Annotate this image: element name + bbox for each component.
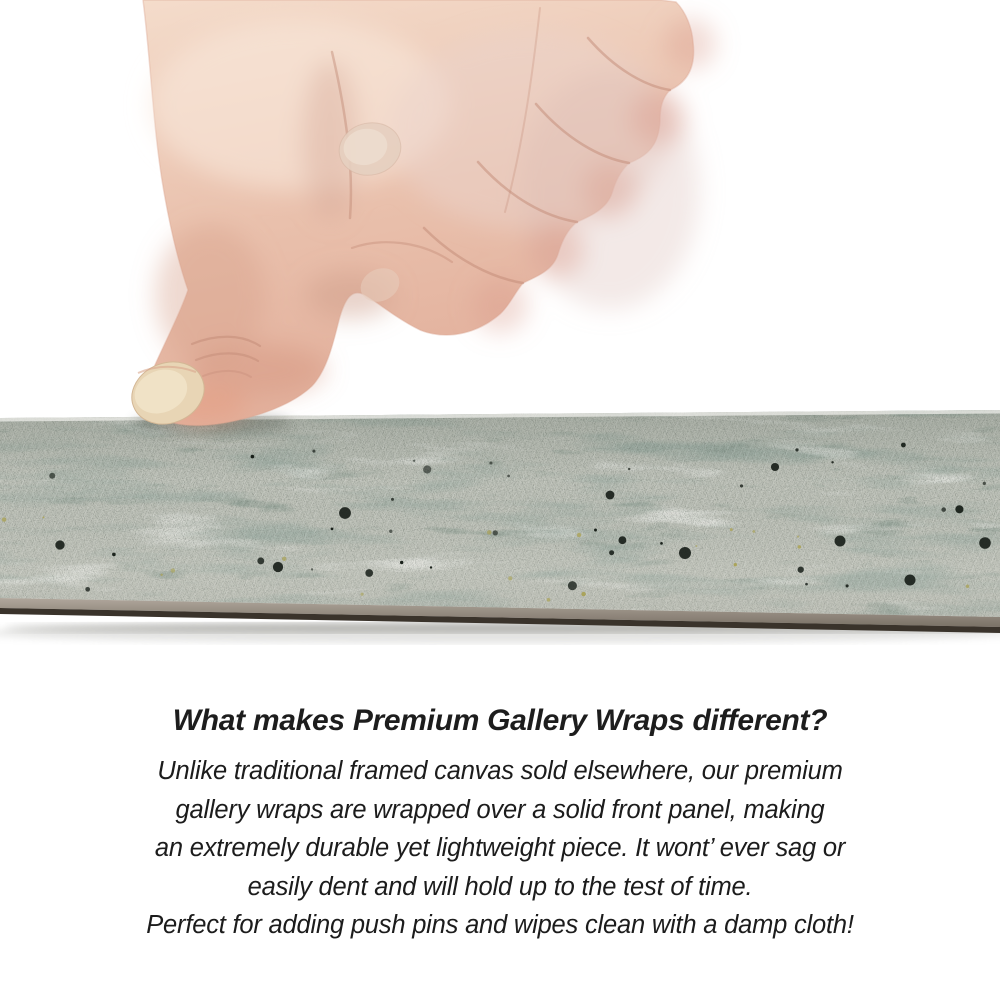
marketing-copy (0, 701, 1000, 945)
copy-line: easily dent and will hold up to the test of time. (247, 872, 753, 901)
copy-line: Perfect for adding push pins and wipes clean with a damp cloth! (146, 911, 854, 939)
copy-line: an extremely durable yet lightweight piece. It wont’ ever sag or (154, 834, 846, 862)
headline: What makes Premium Gallery Wraps different? (172, 704, 828, 737)
copy-line: Unlike traditional framed canvas sold elsewhere, our premium (157, 757, 843, 785)
copy-line: gallery wraps are wrapped over a solid front panel, making (175, 795, 825, 824)
hand-pressing-thumb-photo (0, 0, 1000, 450)
